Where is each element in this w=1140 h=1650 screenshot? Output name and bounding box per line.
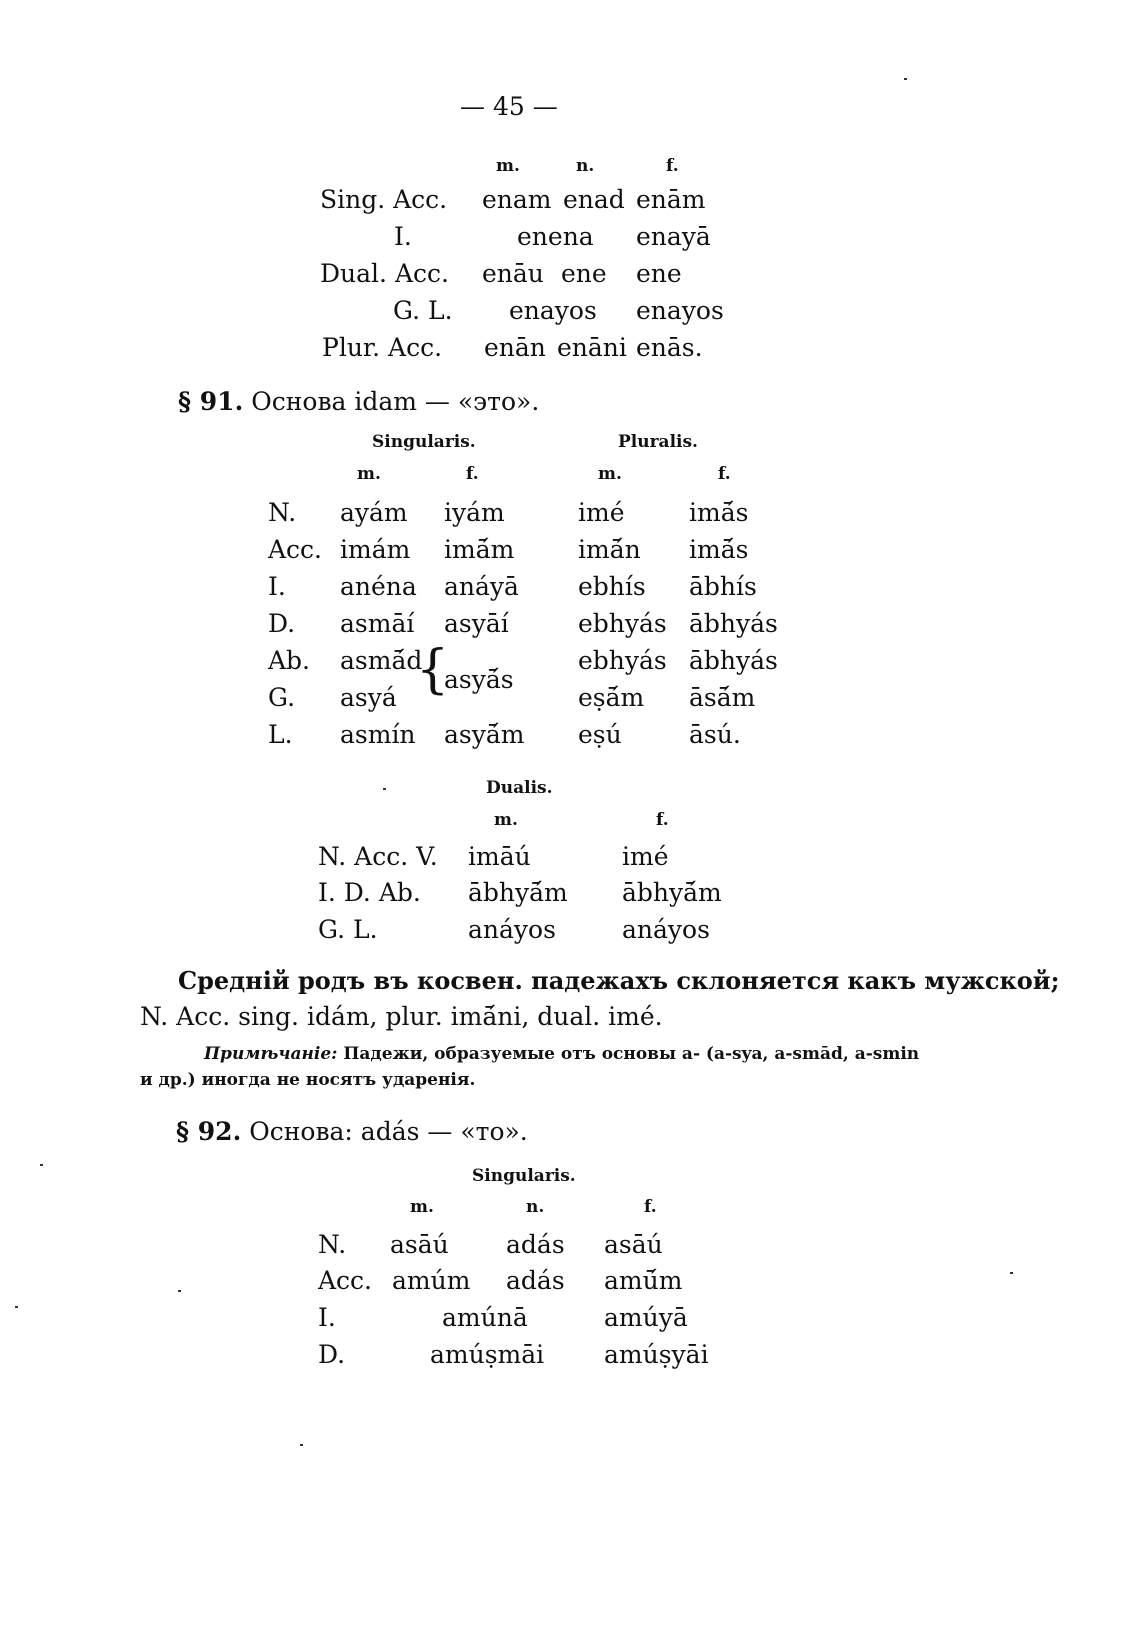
col-header-n: n. (576, 156, 595, 176)
form-plur-m: ebhyás (578, 646, 667, 675)
form-sing-m: imám (340, 535, 411, 564)
form-sing-m: asmā́d (340, 646, 423, 675)
form-plur-f: ābhyás (689, 609, 778, 638)
case-label: N. (268, 498, 297, 527)
form-m: enān (484, 333, 546, 362)
form-plur-m: ebhís (578, 572, 646, 601)
form-n: ene (561, 259, 607, 288)
form-n: adás (506, 1230, 565, 1259)
form-f: ene (636, 259, 682, 288)
form-mn: amúnā (442, 1303, 528, 1332)
col-header-m: m. (357, 464, 381, 484)
form-f: enayos (636, 296, 724, 325)
form-sing-m: anéna (340, 572, 417, 601)
dualis-header: Dualis. (486, 778, 553, 798)
scan-speck (904, 78, 907, 80)
form-sing-m: asyá (340, 683, 397, 712)
case-label: I. (318, 1303, 336, 1332)
scan-speck (178, 1290, 181, 1292)
form-plur-m: eṣú (578, 720, 622, 749)
case-label: D. (318, 1340, 346, 1369)
form-sing-f: anáyā (444, 572, 519, 601)
note-line2: и др.) иногда не носятъ ударенія. (140, 1070, 476, 1090)
form-plur-m: eṣā́m (578, 683, 645, 712)
dual-form-m: imāú (468, 842, 531, 871)
case-label: G. L. (318, 915, 378, 944)
col-header-n: n. (526, 1197, 545, 1217)
case-label: N. (318, 1230, 347, 1259)
dual-form-f: anáyos (622, 915, 710, 944)
col-header-f: f. (644, 1197, 657, 1217)
case-label: Acc. (268, 535, 323, 564)
form-plur-m: imé (578, 498, 625, 527)
form-m: enāu (482, 259, 544, 288)
dual-form-f: imé (622, 842, 669, 871)
col-header-m: m. (496, 156, 520, 176)
case-label: Plur. Acc. (322, 333, 443, 362)
case-label: Sing. Acc. (320, 185, 448, 214)
col-header-m: m. (598, 464, 622, 484)
case-label: G. (268, 683, 296, 712)
form-plur-f: ābhyás (689, 646, 778, 675)
section-92-heading (176, 1117, 528, 1146)
form-m: enam (482, 185, 552, 214)
form-f: asāú (604, 1230, 663, 1259)
section-91-heading (178, 387, 539, 416)
case-label: D. (268, 609, 296, 638)
form-m: amúm (392, 1266, 471, 1295)
section-mark: § 91. (178, 387, 244, 416)
dual-form-f: ābhyā́m (622, 878, 722, 907)
dual-form-m: anáyos (468, 915, 556, 944)
form-sing-f-shared: asyā́s (444, 665, 514, 694)
form-mn: amúṣmāi (430, 1340, 545, 1369)
section-title: Основа idam — «это». (251, 387, 540, 416)
form-f: amúṣyāi (604, 1340, 709, 1369)
brace-glyph: { (416, 640, 450, 700)
form-sing-f: iyám (444, 498, 505, 527)
case-label: Dual. Acc. (320, 259, 449, 288)
pluralis-header: Pluralis. (618, 432, 698, 452)
case-label: I. (394, 222, 412, 251)
scan-speck (300, 1444, 303, 1446)
form-sing-m: ayám (340, 498, 408, 527)
form-sing-m: asmín (340, 720, 416, 749)
form-m: asāú (390, 1230, 449, 1259)
form-sing-m: asmāí (340, 609, 415, 638)
form-sing-f: imā́m (444, 535, 515, 564)
form-n: enāni (557, 333, 627, 362)
form-plur-f: āsú. (689, 720, 741, 749)
col-header-f: f. (666, 156, 679, 176)
form-mn: enayos (509, 296, 597, 325)
section-mark: § 92. (176, 1117, 242, 1146)
form-plur-f: āsā́m (689, 683, 756, 712)
note-text: Падежи, образуемые отъ основы a- (a-sya, a-smād, a-smin (343, 1044, 920, 1064)
scan-speck (15, 1306, 18, 1308)
dual-form-m: ābhyā́m (468, 878, 568, 907)
case-label: Acc. (318, 1266, 373, 1295)
form-n: enad (563, 185, 625, 214)
col-header-f: f. (466, 464, 479, 484)
scan-speck (40, 1164, 43, 1166)
col-header-f: f. (718, 464, 731, 484)
form-plur-m: imā́n (578, 535, 641, 564)
note-label: Примѣчаніе: (204, 1044, 338, 1064)
form-plur-f: ābhís (689, 572, 757, 601)
case-label: G. L. (393, 296, 453, 325)
singularis-header: Singularis. (372, 432, 476, 452)
form-f: enās. (636, 333, 703, 362)
scan-speck (383, 788, 386, 790)
form-plur-m: ebhyás (578, 609, 667, 638)
form-plur-f: imā́s (689, 498, 749, 527)
note-line1 (204, 1044, 919, 1064)
neuter-paragraph-line1: Средній родъ въ косвен. падежахъ склоняется какъ мужской; (178, 966, 1060, 995)
form-plur-f: imā́s (689, 535, 749, 564)
case-label: I. (268, 572, 286, 601)
case-label: I. D. Ab. (318, 878, 421, 907)
form-f: enayā (636, 222, 711, 251)
neuter-paragraph-line2: N. Acc. sing. idám, plur. imā́ni, dual. imé. (140, 1002, 663, 1031)
form-f: amúyā (604, 1303, 688, 1332)
singularis-header: Singularis. (472, 1166, 576, 1186)
case-label: N. Acc. V. (318, 842, 438, 871)
page-number: — 45 — (460, 92, 558, 121)
scan-speck (1010, 1272, 1013, 1274)
form-n: adás (506, 1266, 565, 1295)
case-label: L. (268, 720, 293, 749)
form-f: enām (636, 185, 706, 214)
form-f: amū́m (604, 1266, 683, 1295)
form-mn: enena (517, 222, 594, 251)
col-header-m: m. (494, 810, 518, 830)
col-header-f: f. (656, 810, 669, 830)
form-sing-f: asyā́m (444, 720, 525, 749)
case-label: Ab. (268, 646, 311, 675)
section-title: Основа: adás — «то». (249, 1117, 528, 1146)
form-sing-f: asyāí (444, 609, 509, 638)
col-header-m: m. (410, 1197, 434, 1217)
